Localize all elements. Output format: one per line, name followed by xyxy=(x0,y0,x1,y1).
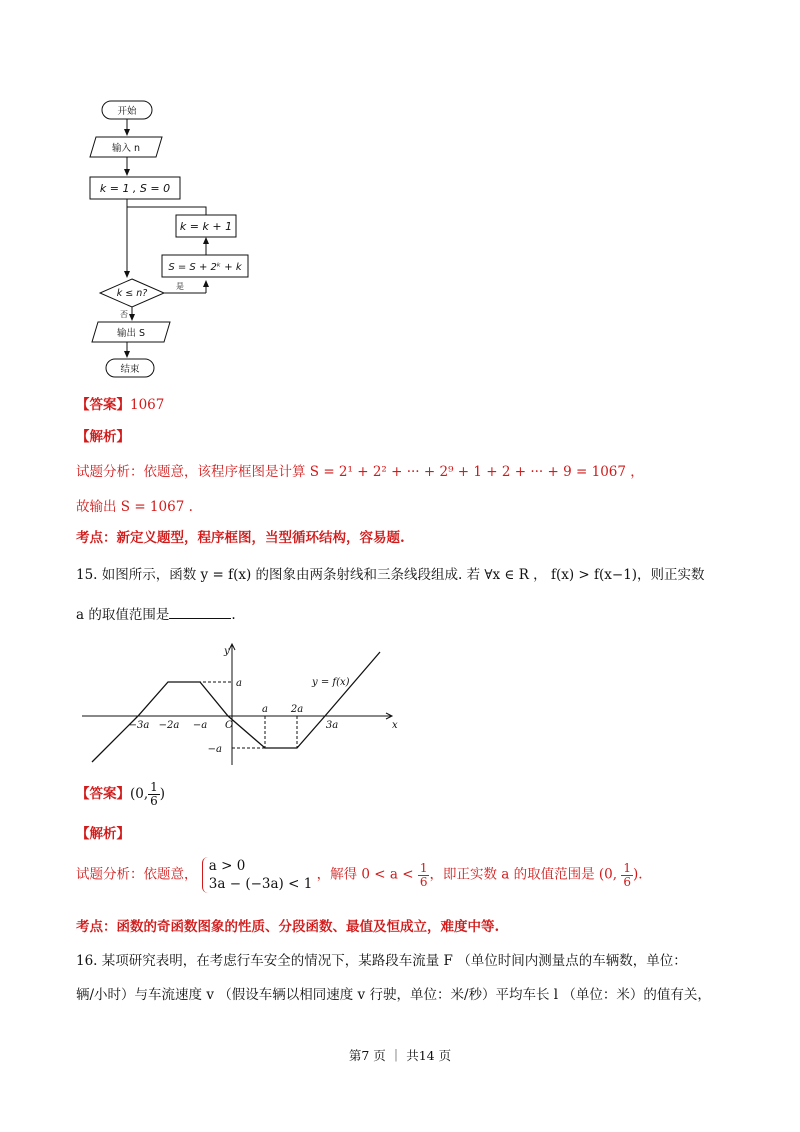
q15-analysis-mid2: ，即正实数 a 的取值范围是 (0, xyxy=(429,866,618,883)
q15-answer-suffix: ) xyxy=(159,786,166,802)
tick-neg3a: −3a xyxy=(128,720,150,731)
no-label: 否 xyxy=(120,310,128,319)
sys-line1: a > 0 xyxy=(208,858,246,874)
q15-analysis-den: 6 xyxy=(419,874,428,889)
origin-label: O xyxy=(225,720,234,731)
q15-stem-line1: 15. 如图所示，函数 y = f(x) 的图象由两条射线和三条线段组成. 若 ∀x ∈ R ， f(x) > f(x−1)，则正实数 xyxy=(76,567,705,583)
tick-neg2a: −2a xyxy=(158,720,180,731)
yes-label: 是 xyxy=(176,282,184,291)
flowchart xyxy=(80,95,280,385)
x-axis-label: x xyxy=(392,720,398,731)
q14-answer-label: 【答案】 xyxy=(76,397,130,413)
q15-stem-pre: a 的取值范围是 xyxy=(76,607,170,623)
end-label: 结束 xyxy=(120,364,140,375)
input-label: 输入 n xyxy=(111,143,141,154)
q14-analysis-text: 试题分析：依题意，该程序框图是计算 S = 2¹ + 2² + ··· + 2⁹ + 1 + 2 + ··· + 9 = 1067 ， xyxy=(76,464,644,480)
q15-answer-label: 【答案】 xyxy=(76,786,130,802)
q16-line2: 辆/小时）与车流速度 v （假设车辆以相同速度 v 行驶，单位：米/秒）平均车长 l （单位：米）的值有关， xyxy=(76,987,711,1003)
inequality-system xyxy=(202,857,313,893)
q14-answer-value: 1067 xyxy=(130,397,165,413)
tick-a: a xyxy=(262,704,268,715)
page-footer: 第7 页 ｜ 共14 页 xyxy=(348,1048,452,1063)
q15-analysis-mid: ，解得 0 < a < xyxy=(316,866,414,883)
init-label: k = 1 , S = 0 xyxy=(99,182,171,195)
label-a: a xyxy=(236,678,242,689)
q14-analysis-label: 【解析】 xyxy=(76,429,130,445)
q15-analysis-prefix: 试题分析：依题意， xyxy=(76,866,198,883)
output-label: 输出 S xyxy=(116,328,146,339)
update-label: S = S + 2ᵏ + k xyxy=(168,262,242,273)
q14-points: 考点：新定义题型，程序框图，当型循环结构，容易题. xyxy=(76,530,405,546)
func-label: y = f(x) xyxy=(312,677,350,688)
function-curve xyxy=(92,652,380,762)
tick-nega: −a xyxy=(192,720,208,731)
tick-2a: 2a xyxy=(290,704,304,715)
q16-line1: 16. 某项研究表明，在考虑行车安全的情况下，某路段车流量 F （单位时间内测量点的车辆数，单位： xyxy=(76,953,687,969)
increment-label: k = k + 1 xyxy=(179,220,233,233)
tick-3a: 3a xyxy=(325,720,339,731)
q15-stem-post: . xyxy=(231,607,236,623)
q15-analysis-num2: 1 xyxy=(623,860,631,875)
q15-analysis-frac2 xyxy=(621,862,633,889)
function-graph xyxy=(80,640,410,770)
sys-line2: 3a − (−3a) < 1 xyxy=(208,876,313,892)
label-neg-a: −a xyxy=(207,744,222,755)
condition-label: k ≤ n? xyxy=(116,288,148,299)
q14-output-text: 故输出 S = 1067 . xyxy=(76,499,193,515)
q15-answer xyxy=(76,781,165,808)
q15-analysis-frac xyxy=(418,862,430,889)
q15-answer-frac xyxy=(148,781,160,808)
q15-answer-den: 6 xyxy=(150,794,158,808)
y-axis-label: y xyxy=(224,646,230,657)
start-label: 开始 xyxy=(117,106,137,117)
q15-analysis-end: ). xyxy=(632,866,643,883)
q15-analysis-den2: 6 xyxy=(623,874,631,889)
q15-stem-line2 xyxy=(76,606,236,623)
q15-analysis xyxy=(76,857,643,893)
q15-analysis-num: 1 xyxy=(419,860,428,875)
q15-analysis-label: 【解析】 xyxy=(76,826,130,842)
q15-answer-prefix: (0, xyxy=(130,786,149,802)
q15-answer-num: 1 xyxy=(150,780,158,794)
q15-points: 考点：函数的奇函数图象的性质、分段函数、最值及恒成立，难度中等. xyxy=(76,919,500,935)
q14-answer xyxy=(76,399,164,413)
answer-blank xyxy=(169,606,231,619)
